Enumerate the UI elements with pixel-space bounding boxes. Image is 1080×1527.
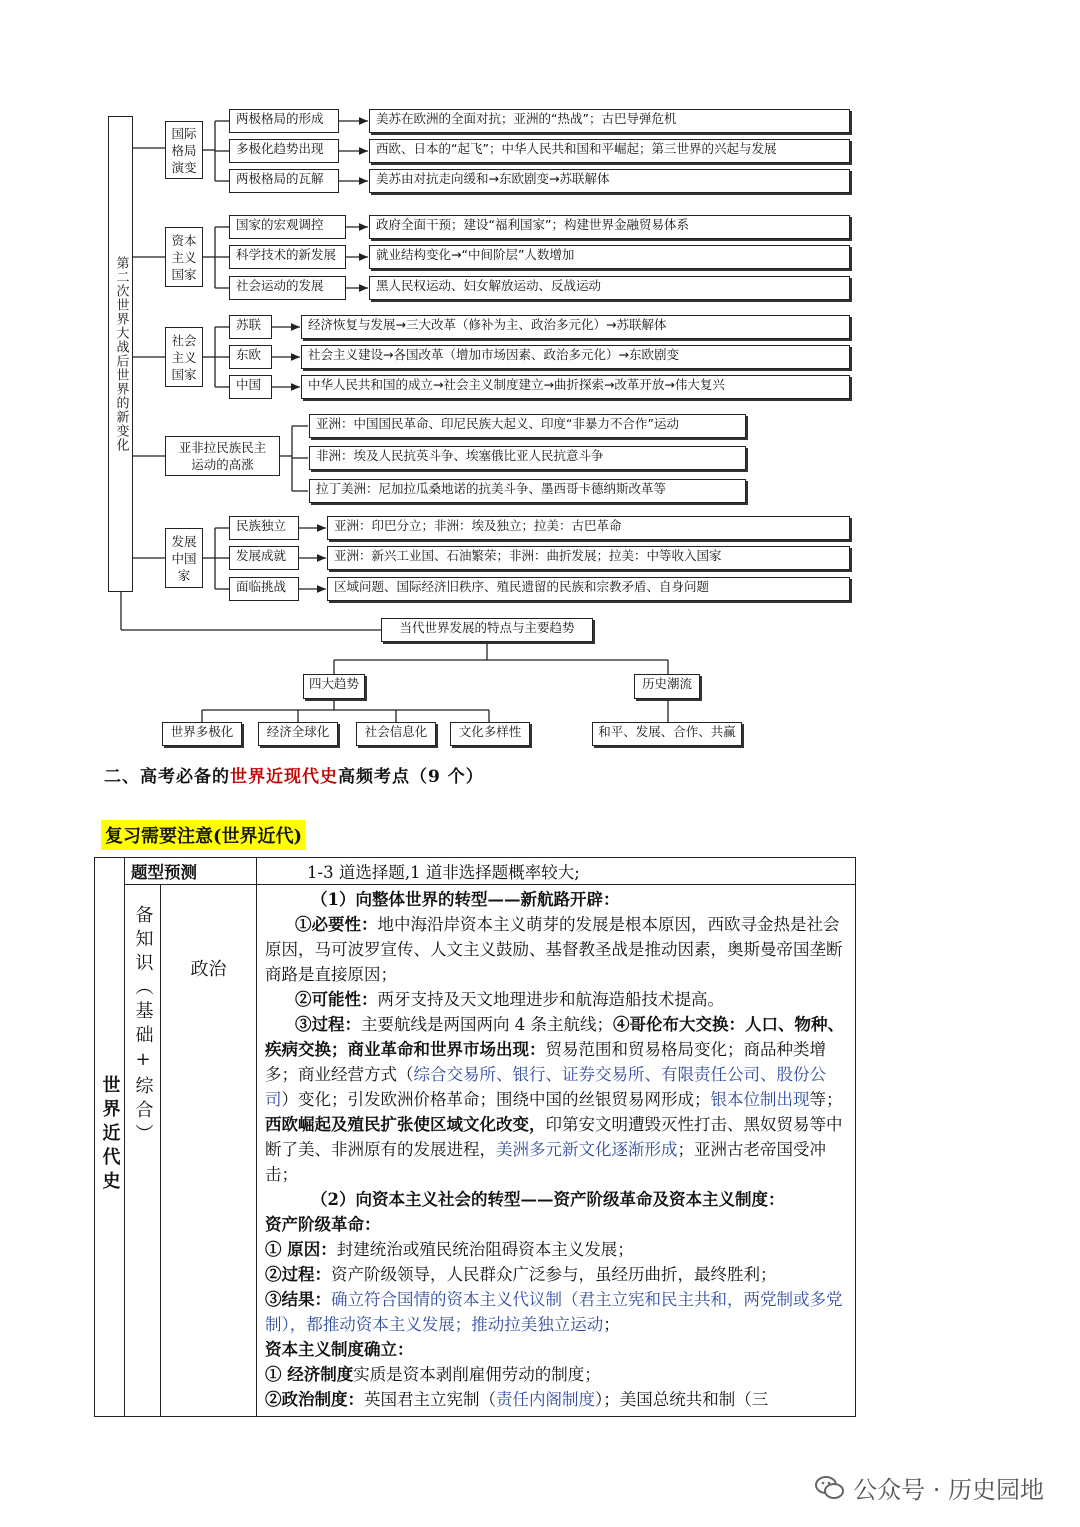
group-label-international: 国际 格局 演变 — [165, 121, 203, 179]
mindmap-root: 第二次世界大战后世界的新变化 — [108, 116, 133, 592]
item-label: 民族独立 — [229, 516, 299, 540]
question-type-label: 题型预测 — [125, 858, 257, 885]
item-detail: 亚洲：中国国民革命、印尼民族大起义、印度“非暴力不合作”运动 — [309, 414, 746, 438]
item-detail: 社会主义建设→各国改革（增加市场因素、政治多元化）→东欧剧变 — [301, 345, 850, 369]
wechat-icon — [815, 1475, 845, 1501]
item-detail: 黑人民权运动、妇女解放运动、反战运动 — [369, 276, 850, 300]
item-detail: 非洲：埃及人民抗英斗争、埃塞俄比亚人民抗意斗争 — [309, 446, 746, 470]
item-detail: 中华人民共和国的成立→社会主义制度建立→曲折探索→改革开放→伟大复兴 — [301, 375, 850, 399]
item-detail: 美苏由对抗走向缓和→东欧剧变→苏联解体 — [369, 169, 850, 193]
item-label: 社会运动的发展 — [229, 276, 346, 300]
trend-title: 当代世界发展的特点与主要趋势 — [381, 618, 593, 642]
politics-label-cell: 政治 — [161, 885, 257, 1417]
trend-child: 和平、发展、合作、共赢 — [592, 722, 742, 746]
item-detail: 美苏在欧洲的全面对抗；亚洲的“热战”；古巴导弹危机 — [369, 109, 850, 133]
knowledge-label-cell: 备知识（基础+综合） — [125, 885, 161, 1417]
section-heading: 二、高考必备的世界近现代史高频考点（9 个） — [104, 767, 484, 787]
item-label: 发展成就 — [229, 546, 299, 570]
group-label-developing: 发展 中国 家 — [165, 528, 203, 588]
item-label: 中国 — [229, 375, 272, 399]
watermark: 公众号 · 历史园地 — [815, 1470, 1044, 1505]
item-label: 两极格局的形成 — [229, 109, 339, 133]
group-label-afro-asian-latin: 亚非拉民族民主 运动的高涨 — [165, 436, 280, 476]
trend-child: 经济全球化 — [258, 722, 338, 746]
item-label: 多极化趋势出现 — [229, 139, 339, 163]
item-label: 东欧 — [229, 345, 272, 369]
trend-left-label: 四大趋势 — [303, 674, 365, 699]
item-label: 国家的宏观调控 — [229, 215, 346, 239]
item-detail: 区域问题、国际经济旧秩序、殖民遗留的民族和宗教矛盾、自身问题 — [327, 577, 850, 601]
trend-child: 文化多样性 — [450, 722, 530, 746]
item-label: 面临挑战 — [229, 577, 299, 601]
item-detail: 亚洲：新兴工业国、石油繁荣；非洲：曲折发展；拉美：中等收入国家 — [327, 546, 850, 570]
item-detail: 经济恢复与发展→三大改革（修补为主、政治多元化）→苏联解体 — [301, 315, 850, 339]
review-table — [94, 857, 856, 1417]
group-label-capitalist: 资本 主义 国家 — [165, 227, 203, 287]
item-detail: 亚洲：印巴分立；非洲：埃及独立；拉美：古巴革命 — [327, 516, 850, 540]
question-type-value: 1-3 道选择题,1 道非选择题概率较大; — [257, 858, 856, 885]
content-cell: （1）向整体世界的转型——新航路开辟： ①必要性：地中海沿岸资本主义萌芽的发展是根本原因，西欧寻金热是社会原因，马可波罗宣传、人文主义鼓励、基督教圣战是推动因素，奥斯曼帝国垄断商路是直接原因； ②可能性：两牙支持及天文地理进步和航海造船技术提高。 ③过程：主要航线是两国两向 4 条主航线；④哥伦布大交换：人口、物种、疾病交换；商业革命和世界市场出现：贸易范围和贸易格局变化；商品种类增多；商业经营方式（综合交易所、银行、证券交易所、有限责任公司、股份公司）变化；引发欧洲价格革命；围绕中国的丝银贸易网形成；银本位制出现等；西欧崛起及殖民扩张使区域文化改变，印第安文明遭毁灭性打击、黑奴贸易等中断了美、非洲原有的发展进程，美洲多元新文化逐渐形成；亚洲古老帝国受冲击； （2）向资本主义社会的转型——资产阶级革命及资本主义制度： 资产阶级革命： ① 原因：封建统治或殖民统治阻碍资本主义发展； ②过程：资产阶级领导，人民群众广泛参与，虽经历曲折，最终胜利； ③结果：确立符合国情的资本主义代议制（君主立宪和民主共和，两党制或多党制），都推动资本主义发展；推动拉美独立运动； 资本主义制度确立： ① 经济制度实质是资本剥削雇佣劳动的制度； ②政治制度：英国君主立宪制（责任内阁制度）；美国总统共和制（三 — [257, 885, 856, 1417]
group-label-socialist: 社会 主义 国家 — [165, 327, 203, 387]
trend-child: 社会信息化 — [356, 722, 436, 746]
item-detail: 就业结构变化→“中间阶层”人数增加 — [369, 245, 850, 269]
trend-child: 世界多极化 — [162, 722, 242, 746]
item-detail: 拉丁美洲：尼加拉瓜桑地诺的抗美斗争、墨西哥卡德纳斯改革等 — [309, 479, 746, 503]
item-detail: 西欧、日本的“起飞”；中华人民共和国和平崛起；第三世界的兴起与发展 — [369, 139, 850, 163]
item-label: 苏联 — [229, 315, 272, 339]
era-label-cell: 世界近代史 — [95, 858, 125, 1417]
item-label: 科学技术的新发展 — [229, 245, 346, 269]
item-label: 两极格局的瓦解 — [229, 169, 339, 193]
item-detail: 政府全面干预；建设“福利国家”；构建世界金融贸易体系 — [369, 215, 850, 239]
trend-right-label: 历史潮流 — [634, 674, 700, 699]
review-notes-title: 复习需要注意(世界近代) — [101, 820, 306, 850]
